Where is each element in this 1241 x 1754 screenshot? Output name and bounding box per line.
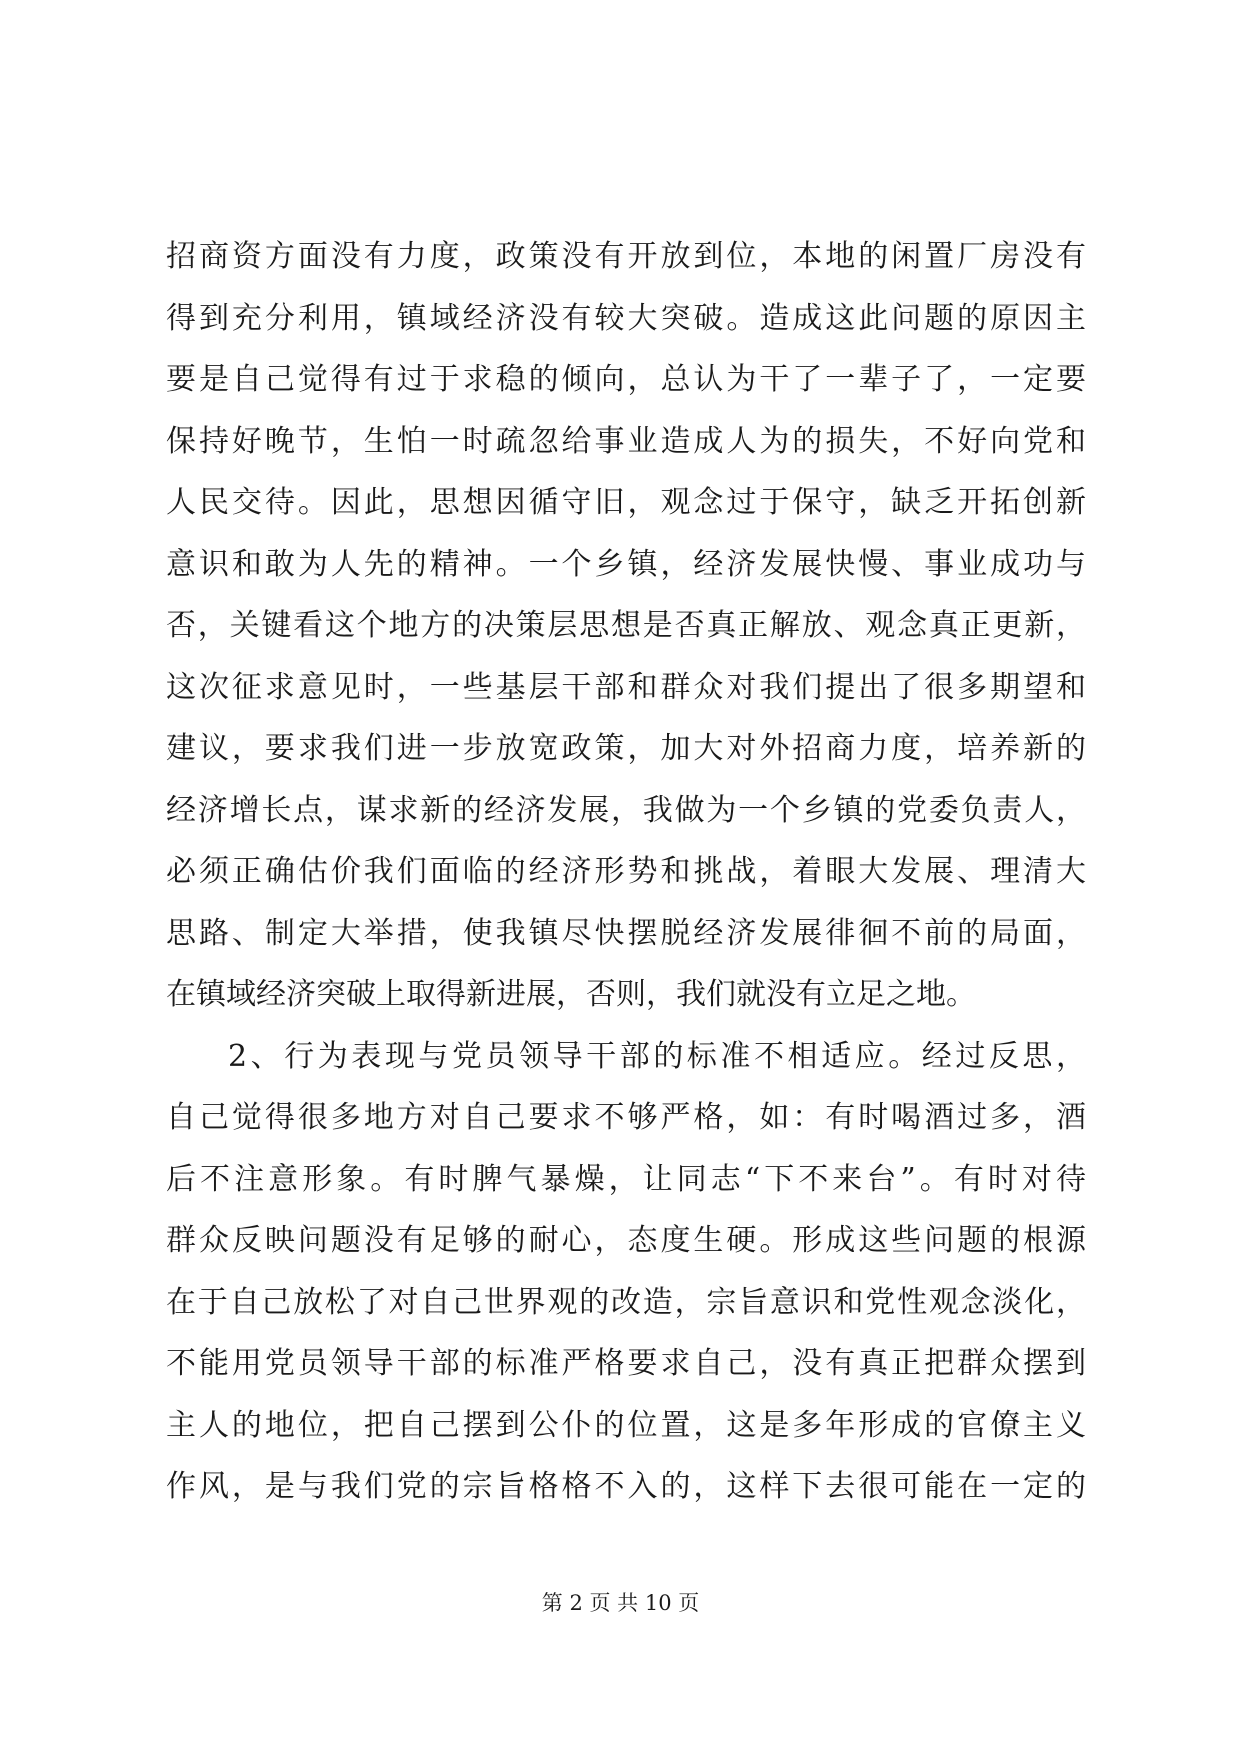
text-line: 经济增长点，谋求新的经济发展，我做为一个乡镇的党委负责人， xyxy=(166,792,1086,828)
text-line: 群众反映问题没有足够的耐心，态度生硬。形成这些问题的根源 xyxy=(166,1223,1086,1258)
text-line: 不能用党员领导干部的标准严格要求自己，没有真正把群众摆到 xyxy=(166,1346,1086,1381)
text-line: 要是自己觉得有过于求稳的倾向，总认为干了一辈子了，一定要 xyxy=(166,362,1086,397)
text-line: 主人的地位，把自己摆到公仆的位置，这是多年形成的官僚主义 xyxy=(166,1407,1086,1443)
text-line: 必须正确估价我们面临的经济形势和挑战，着眼大发展、理清大 xyxy=(166,854,1086,889)
text-line: 思路、制定大举措，使我镇尽快摆脱经济发展徘徊不前的局面， xyxy=(166,915,1086,951)
text-line: 否，关键看这个地方的决策层思想是否真正解放、观念真正更新， xyxy=(166,608,1086,643)
text-line: 得到充分利用，镇域经济没有较大突破。造成这此问题的原因主 xyxy=(166,300,1086,336)
text-line: 意识和敢为人先的精神。一个乡镇，经济发展快慢、事业成功与 xyxy=(166,546,1086,582)
text-line: 后不注意形象。有时脾气暴燥，让同志“下不来台”。有时对待 xyxy=(166,1161,1086,1197)
paragraph-end-line: 在镇域经济突破上取得新进展，否则，我们就没有立足之地。 xyxy=(166,977,976,1012)
text-line: 这次征求意见时，一些基层干部和群众对我们提出了很多期望和 xyxy=(166,669,1086,705)
text-line: 自己觉得很多地方对自己要求不够严格，如：有时喝酒过多，酒 xyxy=(166,1100,1086,1135)
text-line: 作风，是与我们党的宗旨格格不入的，这样下去很可能在一定的 xyxy=(166,1469,1086,1504)
body-text xyxy=(166,226,1086,1518)
text-line: 建议，要求我们进一步放宽政策，加大对外招商力度，培养新的 xyxy=(166,731,1086,766)
paragraph-start-line: 2、行为表现与党员领导干部的标准不相适应。经过反思， xyxy=(228,1038,1086,1074)
text-line: 招商资方面没有力度，政策没有开放到位，本地的闲置厂房没有 xyxy=(166,239,1086,274)
text-line: 保持好晚节，生怕一时疏忽给事业造成人为的损失，不好向党和 xyxy=(166,423,1086,459)
text-line: 在于自己放松了对自己世界观的改造，宗旨意识和党性观念淡化， xyxy=(166,1284,1086,1320)
page-number-footer: 第 2 页 共 10 页 xyxy=(541,1591,700,1615)
text-line: 人民交待。因此，思想因循守旧，观念过于保守，缺乏开拓创新 xyxy=(166,485,1086,520)
